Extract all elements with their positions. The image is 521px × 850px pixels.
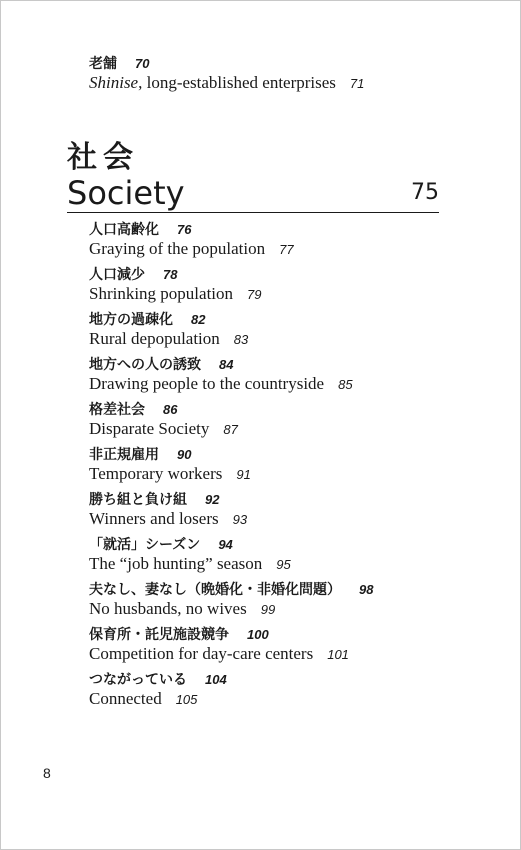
entry-title-en <box>89 329 489 350</box>
entry-page-jp: 78 <box>163 267 178 282</box>
entry-title-jp-text: 地方の過疎化 <box>89 312 173 328</box>
entry-title-en <box>89 73 364 94</box>
entry-title-en <box>89 419 489 440</box>
entry-title-en-rest: , long-established enterprises <box>138 73 336 92</box>
entry-title-en-text: Rural depopulation <box>89 329 220 348</box>
toc-entry <box>89 671 489 716</box>
entry-title-jp-text: つながっている <box>89 672 187 688</box>
toc-entry <box>89 401 489 446</box>
entry-page-en: 91 <box>236 467 251 482</box>
entry-page-en: 99 <box>260 602 276 617</box>
entry-title-jp <box>89 55 364 73</box>
entry-title-en-text: Temporary workers <box>89 464 223 483</box>
toc-entry <box>89 221 489 266</box>
entry-page-jp: 84 <box>219 357 234 372</box>
entry-page-jp: 90 <box>177 447 192 462</box>
toc-entry <box>89 536 489 581</box>
entry-title-en <box>89 689 489 710</box>
page-number: 8 <box>43 765 51 781</box>
toc-entry <box>89 311 489 356</box>
entry-title-jp <box>89 671 489 689</box>
entry-title-en <box>89 239 489 260</box>
entry-title-en-text: Drawing people to the countryside <box>89 374 325 393</box>
entry-page-en: 101 <box>327 647 349 662</box>
entry-page-en: 77 <box>279 242 294 257</box>
entry-page-en: 87 <box>223 422 238 437</box>
section-title-jp: 社会 <box>67 140 139 175</box>
entry-title-en <box>89 644 489 665</box>
entry-title-jp-text: 人口高齢化 <box>89 222 159 238</box>
entry-page-jp: 82 <box>191 312 206 327</box>
entry-page-jp: 92 <box>205 492 220 507</box>
entry-title-jp-text: 非正規雇用 <box>89 447 159 463</box>
entry-title-jp <box>89 266 489 284</box>
entry-title-jp-text: 夫なし、妻なし（晩婚化・非婚化問題） <box>89 582 341 598</box>
section-page-number: 75 <box>411 180 439 205</box>
toc-entry <box>89 356 489 401</box>
entry-title-jp <box>89 536 489 554</box>
entry-title-en <box>89 464 489 485</box>
entry-title-jp <box>89 491 489 509</box>
entry-title-en-text: Graying of the population <box>89 239 266 258</box>
entry-title-jp-text: 人口減少 <box>89 267 145 283</box>
entry-title-en <box>89 599 489 620</box>
entry-title-jp-text: 格差社会 <box>89 402 145 418</box>
entry-title-en-text: Disparate Society <box>89 419 210 438</box>
toc-entry-list <box>89 221 489 716</box>
entry-title-en <box>89 374 489 395</box>
entry-title-jp-text: 勝ち組と負け組 <box>89 492 187 508</box>
entry-page-jp: 104 <box>205 672 227 687</box>
toc-entry <box>89 491 489 536</box>
entry-title-jp-text: 保育所・託児施設競争 <box>89 627 229 643</box>
entry-title-jp <box>89 401 489 419</box>
entry-title-en-text: Winners and losers <box>89 509 219 528</box>
entry-title-en-text: Connected <box>89 689 162 708</box>
entry-title-en-text: No husbands, no wives <box>89 599 247 618</box>
entry-title-en-text: Competition for day-care centers <box>89 644 314 663</box>
entry-page-jp: 76 <box>177 222 192 237</box>
entry-page-en: 93 <box>232 512 248 527</box>
entry-title-jp <box>89 581 489 599</box>
entry-page-en: 79 <box>247 287 262 302</box>
entry-page-en: 85 <box>338 377 353 392</box>
entry-title-jp-text: 老舗 <box>89 56 117 72</box>
entry-page-en: 71 <box>349 76 365 91</box>
entry-title-jp-text: 地方への人の誘致 <box>89 357 201 373</box>
entry-page-jp: 94 <box>218 537 233 552</box>
entry-page-en: 105 <box>175 692 198 707</box>
toc-entry-shinise <box>89 55 364 94</box>
entry-page-jp: 70 <box>135 56 150 71</box>
toc-entry <box>89 581 489 626</box>
entry-title-en <box>89 284 489 305</box>
entry-title-en-text: Shrinking population <box>89 284 234 303</box>
entry-page-jp: 98 <box>359 582 374 597</box>
section-title-en: Society <box>67 174 185 212</box>
entry-title-jp <box>89 626 489 644</box>
entry-page-en: 83 <box>233 332 249 347</box>
entry-title-jp <box>89 221 489 239</box>
toc-entry <box>89 266 489 311</box>
entry-title-en-text: The “job hunting” season <box>89 554 263 573</box>
entry-title-jp <box>89 446 489 464</box>
entry-title-jp <box>89 356 489 374</box>
entry-title-jp <box>89 311 489 329</box>
entry-title-en <box>89 509 489 530</box>
toc-entry <box>89 626 489 671</box>
toc-entry <box>89 446 489 491</box>
entry-page-jp: 86 <box>163 402 178 417</box>
entry-title-en-italic: Shinise <box>89 73 139 92</box>
entry-page-jp: 100 <box>247 627 269 642</box>
entry-page-en: 95 <box>276 557 291 572</box>
section-divider <box>67 212 439 213</box>
section-heading <box>67 141 439 215</box>
entry-title-en <box>89 554 489 575</box>
entry-title-jp-text: 「就活」シーズン <box>89 537 201 553</box>
